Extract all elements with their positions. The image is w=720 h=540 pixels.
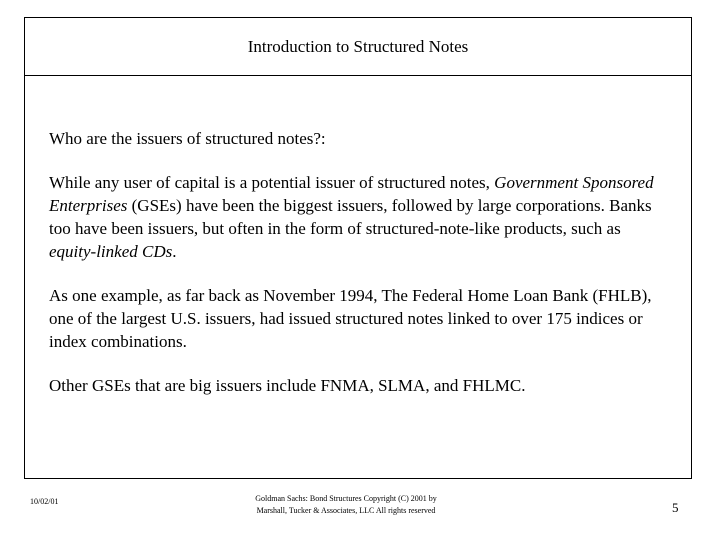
paragraph-issuers	[49, 171, 667, 263]
paragraph-fhlb-example: As one example, as far back as November 1994, The Federal Home Loan Bank (FHLB), one of the largest U.S. issuers, had issued structured notes linked to over 175 indices or index combinations.	[49, 286, 652, 351]
p1-text-2: (GSEs) have been the biggest issuers, followed by large corporations. Banks too have been issuers, but often in the form of structured-note-like products, such as	[49, 196, 652, 238]
slide-frame	[24, 17, 692, 479]
footer-date: 10/02/01	[30, 497, 59, 506]
paragraph-other-gses: Other GSEs that are big issuers include FNMA, SLMA, and FHLMC.	[49, 376, 526, 395]
question-heading: Who are the issuers of structured notes?:	[49, 129, 326, 148]
p1-text-1: While any user of capital is a potential issuer of structured notes,	[49, 173, 495, 192]
p1-emphasis-gse: Government Sponsored Enterprises	[49, 173, 654, 215]
slide-title: Introduction to Structured Notes	[247, 37, 469, 56]
p1-emphasis-cds: equity-linked CDs	[49, 242, 173, 261]
slide-content	[49, 129, 667, 418]
p1-text-3: .	[172, 242, 177, 261]
footer-copyright: Goldman Sachs: Bond Structures Copyright (C) 2001 by Marshall, Tucker & Associates, LLC All rights reserved	[255, 494, 437, 515]
page-number: 5	[672, 500, 679, 515]
title-bar	[25, 18, 691, 76]
